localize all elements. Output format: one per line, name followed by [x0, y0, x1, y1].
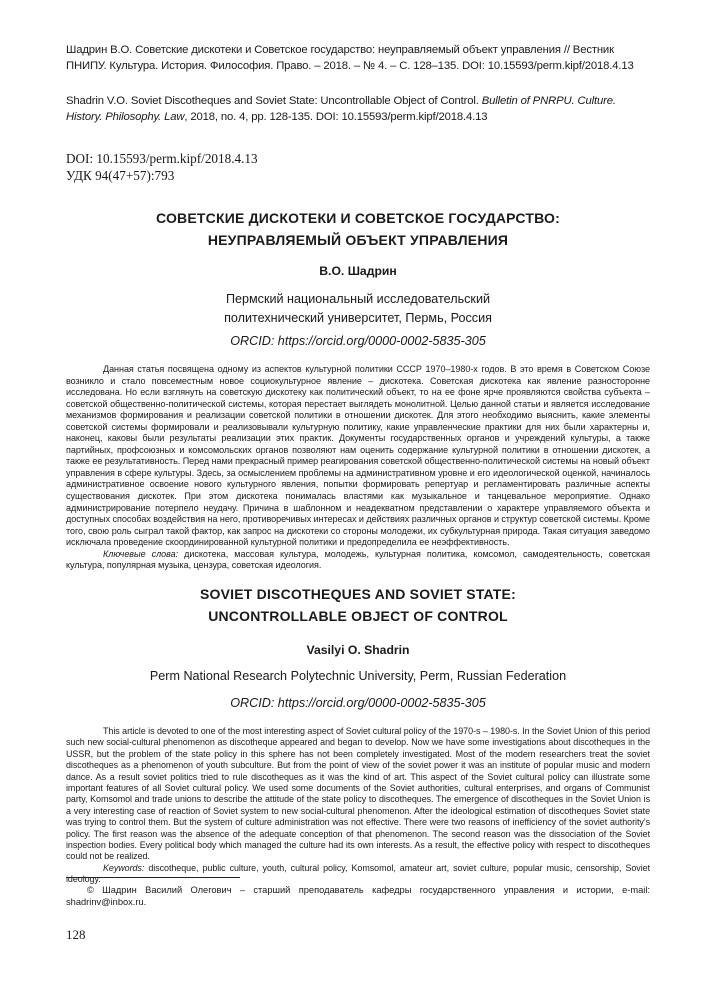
affiliation-ru-line2: политехнический университет, Пермь, Россия — [224, 311, 492, 325]
title-ru — [66, 207, 650, 251]
affiliation-ru — [66, 290, 650, 328]
abstract-en-text: This article is devoted to one of the most interesting aspect of Soviet cultural policy of the 1970-s – 1980-s. In the Soviet Union of this period such new social-cultural phenomenon as discotheque appeared and began to develop. Now we have some investigations about discotheques in the USSR, but the problem of the state policy in this sphere has not been completely investigated. Most of the modern researchers treat the soviet discotheques as a phenomenon of youth subculture. But from the point of view of the soviet power it was an institute of popular music and modern dance. As a result soviet politics tried to rule discotheques as it was the kind of art. This aspect of the Soviet cultural policy can illustrate some important features of all Soviet cultural policy. We used some documents of the Soviet authorities, cultural enterprises, and organs of Communist party, Komsomol and trade unions to describe the attitude of the state policy to discotheques. The emergence of discotheques in the Soviet Union is a very interesting case of reaction of Soviet system to new social-cultural phenomenon. After the ideological estimation of discotheques Soviet state was trying to control them. But the system of culture administration was not effective. There were two reasons of inefficiency of the soviet authority’s policy. The first reason was the absence of the adequate conception of that phenomenon. The second reason was the dissociation of the Soviet inspection bodies. Every political body which managed the culture had its own interests. As a result, the effective policy with respect to discotheques could not be realized. — [66, 726, 650, 862]
citation-en — [66, 93, 650, 125]
title-ru-line1: СОВЕТСКИЕ ДИСКОТЕКИ И СОВЕТСКОЕ ГОСУДАРСТВО: — [155, 210, 560, 226]
citation-en-journal: Bulletin of PNRPU. Culture. History. Philosophy. Law — [66, 95, 616, 123]
citation-ru: Шадрин В.О. Советские дискотеки и Советское государство: неуправляемый объект управления // Вестник ПНИПУ. Культура. История. Философия. Право. – 2018. – № 4. – С. 128–135. DOI: 10.15593/perm.kipf/2018.4.13 — [66, 44, 634, 72]
keywords-en-list: discotheque, public culture, youth, cultural policy, Komsomol, amateur art, soviet culture, popular music, censorship, Soviet ideology. — [66, 862, 650, 885]
author-en: Vasilyi O. Shadrin — [306, 643, 410, 657]
abstract-ru — [66, 364, 650, 572]
title-en-line2: UNCONTROLLABLE OBJECT OF CONTROL — [208, 608, 508, 624]
keywords-ru-list: дискотека, массовая культура, молодежь, культурная политика, комсомол, самодеятельность, советская культура, популярная музыка, цензура, советская идеология. — [66, 548, 650, 571]
title-en — [66, 583, 650, 627]
footnote — [66, 884, 650, 908]
keywords-ru — [66, 549, 650, 572]
affiliation-ru-line1: Пермский национальный исследовательский — [225, 292, 491, 306]
title-ru-line2: НЕУПРАВЛЯЕМЫЙ ОБЪЕКТ УПРАВЛЕНИЯ — [207, 232, 509, 248]
affiliation-en: Perm National Research Polytechnic University, Perm, Russian Federation — [149, 669, 567, 683]
title-en-line1: SOVIET DISCOTHEQUES AND SOVIET STATE: — [200, 586, 516, 602]
citation-en-prefix: Shadrin V.O. Soviet Discotheques and Soviet State: Uncontrollable Object of Control. — [66, 95, 482, 107]
citation-en-suffix: , 2018, no. 4, pp. 128-135. DOI: 10.15593/perm.kipf/2018.4.13 — [184, 111, 488, 123]
author-ru: В.О. Шадрин — [319, 264, 397, 278]
abstract-ru-text: Данная статья посвящена одному из аспектов культурной политики СССР 1970–1980-х годов. В это время в Советском Союзе возникло и стало повсеместным новое социокультурное явление – дискотека. Советская дискотека как явление разносторонне исследована. Но если взглянуть на советскую дискотеку как политический объект, то на ее фоне ярче проявляются свойства субъекта – советской общественно-политической системы, которая перестает выглядеть монолитной. Целью данной статьи и является исследование механизмов формирования и реализации советской политики в отношении дискотек. Для этого необходимо выяснить, какие элементы советской системы формировали и реализовывали культурную политику, какие управленческие практики для них были характерны и, наконец, каковы были результаты реализации этих практик. Документы государственных органов и учреждений культуры, а также партийных, профсоюзных и комсомольских органов позволяют нам оценить содержание культурной политики в отношении дискотек, а также ее результативность. Перед нами прекрасный пример реагирования советской общественно-политической системы на новый объект управления в сфере культуры. Здесь, за осмыслением проблемы на административном уровне и его идеологической оценкой, начиналось административное освоение нового культурного явления, попытки формировать репертуар и регламентировать различные аспекты существования дискотек. При этом дискотека понималась властями как музыкальное и танцевальное мероприятие. Однако администрирование потерпело неудачу. Причина в шаблонном и неадекватном представлении о характере управляемого объекта и доступных способах воздействия на него, противоречивых интересах и действиях различных органов и структур советской системы. Кроме того, свою роль сыграл такой фактор, как запрос на дискотеки со стороны молодежи, их субкультурная природа. Такая ситуация заведомо исключала проведение скоординированной культурной политики и предопределила ее неэффективность. — [66, 364, 650, 548]
orcid-ru[interactable]: ORCID: https://orcid.org/0000-0002-5835-305 — [230, 334, 486, 348]
keywords-ru-label: Ключевые слова: — [103, 548, 179, 559]
udk: УДК 94(47+57):793 — [66, 168, 175, 183]
abstract-en — [66, 726, 650, 886]
keywords-en — [66, 863, 650, 886]
keywords-en-label: Keywords: — [103, 862, 145, 873]
doi[interactable]: DOI: 10.15593/perm.kipf/2018.4.13 — [66, 151, 258, 166]
page-number: 128 — [66, 927, 86, 942]
identifiers — [66, 150, 258, 184]
orcid-en[interactable]: ORCID: https://orcid.org/0000-0002-5835-305 — [230, 696, 486, 710]
footnote-text: © Шадрин Василий Олегович – старший преподаватель кафедры государственного управления и истории, e-mail: shadrinv@inbox.ru. — [66, 885, 650, 907]
footnote-divider — [66, 877, 240, 878]
